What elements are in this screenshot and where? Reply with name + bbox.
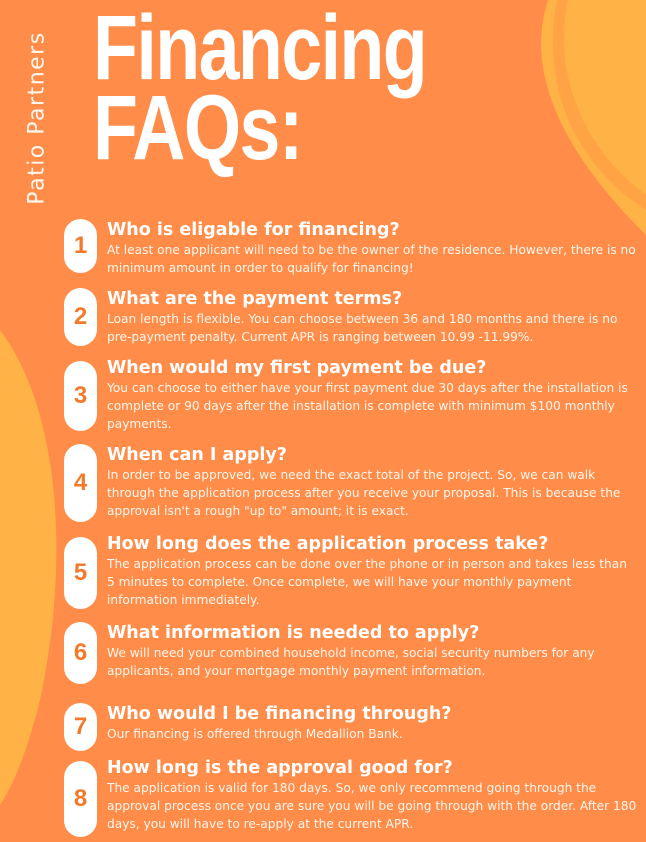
faq-answer: The application process can be done over the phone or in person and takes less than 5 minutes to complete. Once complete, we will have your monthly payment information immediately.: [107, 557, 627, 607]
number-badge: [64, 761, 97, 837]
faq-answer: At least one applicant will need to be the owner of the residence. However, there is no minimum amount in order to qualify for financing!: [107, 243, 636, 275]
faq-number: 8: [73, 785, 88, 812]
faq-answer: We will need your combined household income, social security numbers for any applicants, and your mortgage monthly payment information.: [107, 646, 595, 678]
faq-number: 7: [73, 713, 88, 740]
number-badge: [64, 444, 97, 522]
faq-answer: In order to be approved, we need the exact total of the project. So, we can walk through the application process after you receive your proposal. This is because the approval isn't a rough "up to" amount; it is exact.: [107, 468, 621, 518]
faq-number: 2: [73, 303, 88, 330]
faq-question: How long does the application process take?: [107, 534, 549, 554]
title-line-1: Financing: [93, 0, 427, 99]
number-badge: [64, 361, 97, 431]
top-right-swoosh: [553, 0, 646, 210]
title-line-2: FAQs:: [93, 77, 302, 179]
faq-question: When would my first payment be due?: [107, 358, 487, 378]
number-badge: [64, 622, 97, 684]
faq-question: Who would I be financing through?: [107, 704, 452, 724]
faq-answer: Our financing is offered through Medallion Bank.: [107, 727, 403, 741]
top-right-curve: [541, 0, 646, 235]
brand-name: Patio Partners: [24, 31, 50, 205]
faq-answer: Loan length is flexible. You can choose between 36 and 180 months and there is no pre-payment penalty. Current APR is ranging between 10.99 -11.99%.: [107, 312, 618, 344]
faq-question: When can I apply?: [107, 445, 287, 465]
faq-question: Who is eligable for financing?: [107, 220, 400, 240]
faq-question: How long is the approval good for?: [107, 758, 453, 778]
faq-answer: The application is valid for 180 days. So, we only recommend going through the approval process once you are sure you will be going through with the order. After 180 days, you will have to re-apply at the current APR.: [107, 781, 637, 831]
number-badge: [64, 703, 97, 751]
faq-number: 6: [73, 639, 88, 666]
left-arc-shape: [0, 330, 56, 805]
faq-number: 4: [73, 469, 88, 496]
faq-number: 1: [73, 232, 88, 259]
number-badge: [64, 219, 97, 273]
faq-number: 3: [73, 382, 88, 409]
faq-answer: You can choose to either have your first payment due 30 days after the installation is complete or 90 days after the installation is complete with minimum $100 monthly payments.: [107, 381, 628, 431]
faq-number: 5: [73, 559, 88, 586]
page-title: [93, 0, 427, 179]
number-badge: [64, 537, 97, 609]
number-badge: [64, 288, 97, 346]
faq-question: What are the payment terms?: [107, 289, 403, 309]
faq-question: What information is needed to apply?: [107, 623, 480, 643]
